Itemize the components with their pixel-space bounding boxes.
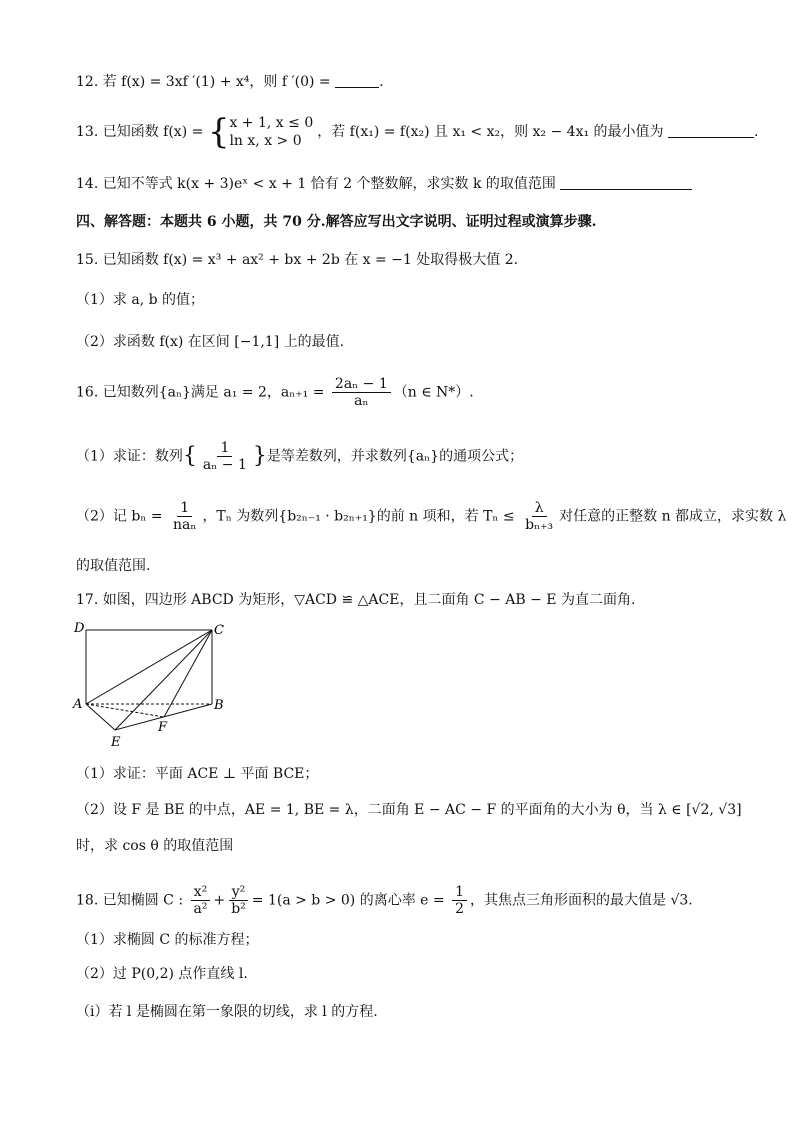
question-17-part-2-cont: 时，求 cos θ 的取值范围 xyxy=(76,838,234,854)
question-number: 12. xyxy=(76,74,99,90)
question-number: 14. xyxy=(76,176,99,192)
edge-AC xyxy=(86,630,212,704)
geometry-figure xyxy=(70,618,230,758)
answer-blank xyxy=(560,175,692,190)
question-18-part-2-i: （i）若 l 是椭圆在第一象限的切线，求 l 的方程. xyxy=(76,1004,378,1020)
question-13: 13. 已知函数 f(x) = { x + 1, x ≤ 0 ln x, x > 0 ，若 f(x₁) = f(x₂) 且 x₁ < x₂，则 x₂ − 4x₁ 的最小值为 . xyxy=(76,112,759,152)
question-17-part-2: （2）设 F 是 BE 的中点，AE = 1, BE = λ，二面角 E − AC − F 的平面角的大小为 θ，当 λ ∈ [√2, √3] xyxy=(76,802,742,818)
label-E: E xyxy=(111,735,121,750)
question-text: 已知函数 f(x) = xyxy=(102,124,208,140)
edge-AE xyxy=(86,704,115,730)
question-text: 已知数列{aₙ}满足 a₁ = 2，aₙ₊₁ = xyxy=(102,384,329,401)
question-15-part-1: （1）求 a, b 的值； xyxy=(76,292,205,308)
label-F: F xyxy=(158,720,168,735)
question-text: 若 f(x) = 3xf ′(1) + x⁴，则 f ′(0) = xyxy=(102,74,336,90)
label-D: D xyxy=(74,621,85,636)
question-number: 17. xyxy=(76,592,99,608)
fraction: $\frac{\lambda}{\text{bₙ₊₃}}$ xyxy=(525,500,554,533)
section-heading: 四、解答题：本题共 6 小题，共 70 分.解答应写出文字说明、证明过程或演算步骤. xyxy=(76,214,597,230)
question-12: 12. 若 f(x) = 3xf ′(1) + x⁴，则 f ′(0) = . xyxy=(76,74,384,90)
label-A: A xyxy=(73,697,83,712)
answer-blank xyxy=(668,123,754,138)
fraction: $\frac{1}{\text{naₙ}}$ xyxy=(173,500,197,533)
question-15-part-2: （2）求函数 f(x) 在区间 [−1,1] 上的最值. xyxy=(76,334,345,350)
question-text: 已知函数 f(x) = x³ + ax² + bx + 2b 在 x = −1 处取得极大值 2. xyxy=(102,252,519,268)
label-C: C xyxy=(214,623,224,638)
question-number: 18. xyxy=(76,892,99,909)
fraction: $\frac{\text{y²}}{\text{b²}}$ xyxy=(228,884,249,917)
edge-EC xyxy=(115,630,212,730)
fraction: $\frac{1}{2}$ xyxy=(452,884,467,917)
question-16-part-1: （1）求证：数列{ $\frac{1}{\text{aₙ − 1}}$ }是等差数列，并求数列{aₙ}的通项公式； xyxy=(76,440,524,473)
question-text: 已知不等式 k(x + 3)eˣ < x + 1 恰有 2 个整数解，求实数 k 的取值范围 xyxy=(102,176,561,192)
question-18-part-2: （2）过 P(0,2) 点作直线 l. xyxy=(76,966,248,982)
piecewise-cases: x + 1, x ≤ 0 ln x, x > 0 xyxy=(229,115,314,149)
fraction: $\frac{1}{\text{aₙ − 1}}$ xyxy=(202,440,247,473)
question-17-part-1: （1）求证：平面 ACE ⊥ 平面 BCE； xyxy=(76,766,319,782)
question-16-part-2-cont: 的取值范围. xyxy=(76,558,151,574)
question-16-part-2: （2）记 bₙ = $\frac{1}{\text{naₙ}}$ ，Tₙ 为数列{b₂ₙ₋₁ · b₂ₙ₊₁}的前 n 项和，若 Tₙ ≤ $\frac{\lambda}{\text{bₙ₊₃}}$ 对任意的正整数 n 都成立，求实数 λ xyxy=(76,500,787,533)
label-B: B xyxy=(214,698,224,713)
question-15 xyxy=(76,250,518,270)
question-14 xyxy=(76,174,692,194)
answer-blank xyxy=(335,73,379,88)
question-number: 15. xyxy=(76,252,99,268)
question-18-part-1: （1）求椭圆 C 的标准方程； xyxy=(76,932,259,948)
question-number: 13. xyxy=(76,124,99,140)
question-16: 16. 已知数列{aₙ}满足 a₁ = 2，aₙ₊₁ = $\frac{\text{2aₙ − 1}}{\text{aₙ}}$ （n ∈ N*）. xyxy=(76,376,474,409)
brace-symbol: { xyxy=(207,112,230,152)
question-text-cont: ，若 f(x₁) = f(x₂) 且 x₁ < x₂，则 x₂ − 4x₁ 的最小值为 xyxy=(317,124,668,140)
question-number: 16. xyxy=(76,384,99,401)
question-17 xyxy=(76,590,635,610)
fraction: $\frac{\text{2aₙ − 1}}{\text{aₙ}}$ xyxy=(332,376,391,409)
question-18: 18. 已知椭圆 C : $\frac{\text{x²}}{\text{a²}}$ + $\frac{\text{y²}}{\text{b²}}$ = 1(a > b > 0) 的离心率 e = $\frac{1}{2}$ ，其焦点三角形面积的最大值是 √3. xyxy=(76,884,693,917)
fraction: $\frac{\text{x²}}{\text{a²}}$ xyxy=(191,884,211,917)
question-text: 如图，四边形 ABCD 为矩形，▽ACD ≌ △ACE，且二面角 C − AB − E 为直二面角. xyxy=(102,592,636,608)
